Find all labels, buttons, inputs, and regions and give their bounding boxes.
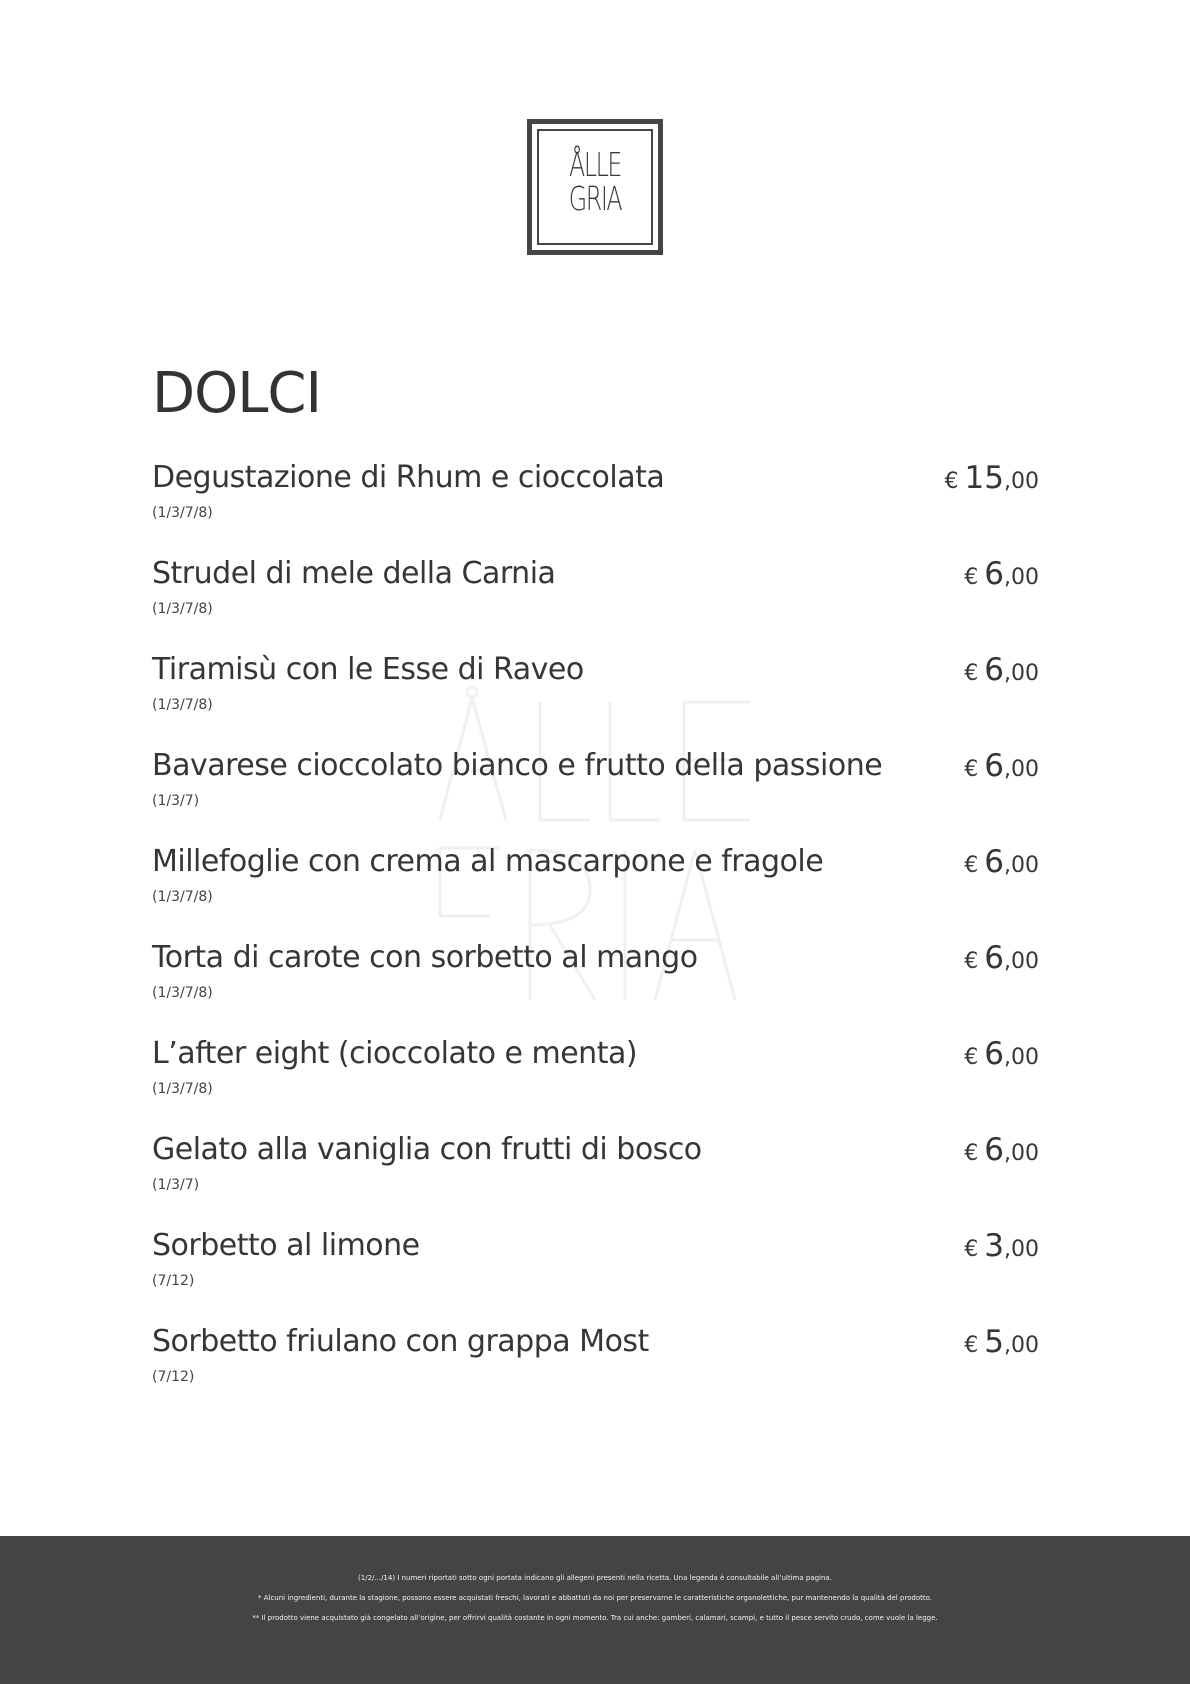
price-integer: 6 <box>984 556 1004 592</box>
menu-item-allergens: (1/3/7/8) <box>152 889 213 905</box>
menu-item-allergens: (1/3/7/8) <box>152 601 213 617</box>
logo-text-line1: ÅLLE <box>569 145 621 184</box>
footer-allergen-note: (1/2/.../14) I numeri riportati sotto ogni portata indicano gli allegeni presenti nella ricetta. Una legenda è consultabile all’ultima pagina. <box>358 1574 832 1582</box>
price-integer: 3 <box>984 1228 1004 1264</box>
menu-item <box>152 1034 1039 1130</box>
menu-item-name: Millefoglie con crema al mascarpone e fragole <box>152 844 824 879</box>
price-decimals: ,00 <box>1004 757 1039 782</box>
price-integer: 15 <box>964 460 1004 496</box>
menu-item-name: Tiramisù con le Esse di Raveo <box>152 652 584 687</box>
footer-fresh-note: * Alcuni ingredienti, durante la stagione, possono essere acquistati freschi, lavorati e abbattuti da noi per preservarne le caratteristiche organolettiche, pur mantenendo la qualità del prodotto. <box>257 1594 932 1602</box>
menu-item-name: Sorbetto al limone <box>152 1228 420 1263</box>
menu-item-price <box>964 938 1039 983</box>
price-decimals: ,00 <box>1004 949 1039 974</box>
price-decimals: ,00 <box>1004 565 1039 590</box>
price-currency: € <box>964 1237 979 1262</box>
price-decimals: ,00 <box>1004 1237 1039 1262</box>
price-currency: € <box>964 949 979 974</box>
price-currency: € <box>944 469 959 494</box>
price-decimals: ,00 <box>1004 661 1039 686</box>
menu-item-name: Degustazione di Rhum e cioccolata <box>152 460 665 495</box>
brand-logo <box>527 119 663 255</box>
price-integer: 6 <box>984 940 1004 976</box>
price-decimals: ,00 <box>1004 1045 1039 1070</box>
menu-item <box>152 1322 1039 1418</box>
menu-item <box>152 1130 1039 1226</box>
price-decimals: ,00 <box>1004 1333 1039 1358</box>
menu-item-price <box>964 1130 1039 1175</box>
price-currency: € <box>964 1333 979 1358</box>
menu-item-allergens: (7/12) <box>152 1273 195 1289</box>
menu-item-price <box>964 650 1039 695</box>
menu-item-price <box>964 554 1039 599</box>
price-currency: € <box>964 853 979 878</box>
menu-item <box>152 650 1039 746</box>
price-decimals: ,00 <box>1004 853 1039 878</box>
price-integer: 6 <box>984 1132 1004 1168</box>
menu-item-price <box>945 458 1039 503</box>
menu-item <box>152 554 1039 650</box>
price-currency: € <box>964 757 979 782</box>
menu-item <box>152 458 1039 554</box>
price-integer: 5 <box>984 1324 1004 1360</box>
menu-item-name: L’after eight (cioccolato e menta) <box>152 1036 638 1071</box>
price-currency: € <box>964 565 979 590</box>
price-integer: 6 <box>984 844 1004 880</box>
menu-item-allergens: (1/3/7/8) <box>152 1081 213 1097</box>
menu-item-price <box>964 1226 1039 1271</box>
menu-item-price <box>964 1322 1039 1367</box>
dessert-menu-list <box>152 458 1039 1418</box>
footer-notes <box>0 1536 1190 1684</box>
price-integer: 6 <box>984 652 1004 688</box>
price-decimals: ,00 <box>1004 1141 1039 1166</box>
logo-text-line2: GRIA <box>568 179 622 218</box>
menu-item <box>152 938 1039 1034</box>
footer-frozen-note: ** Il prodotto viene acquistato già congelato all’origine, per offrirvi qualità costante in ogni momento. Tra cui anche: gamberi, calamari, scampi, e tutto il pesce servito crudo, come vuole la legge. <box>252 1614 938 1622</box>
price-integer: 6 <box>984 1036 1004 1072</box>
menu-item-name: Gelato alla vaniglia con frutti di bosco <box>152 1132 702 1167</box>
menu-item <box>152 842 1039 938</box>
menu-item-price <box>964 746 1039 791</box>
price-currency: € <box>964 1045 979 1070</box>
menu-item <box>152 746 1039 842</box>
menu-item-name: Strudel di mele della Carnia <box>152 556 556 591</box>
menu-item-allergens: (1/3/7/8) <box>152 505 213 521</box>
menu-item-allergens: (1/3/7) <box>152 1177 200 1193</box>
menu-item-price <box>964 842 1039 887</box>
menu-item-allergens: (1/3/7/8) <box>152 985 213 1001</box>
menu-item-allergens: (7/12) <box>152 1369 195 1385</box>
price-decimals: ,00 <box>1004 469 1039 494</box>
menu-item-allergens: (1/3/7/8) <box>152 697 213 713</box>
menu-item-price <box>964 1034 1039 1079</box>
menu-item <box>152 1226 1039 1322</box>
menu-item-name: Torta di carote con sorbetto al mango <box>152 940 698 975</box>
price-currency: € <box>964 1141 979 1166</box>
price-currency: € <box>964 661 979 686</box>
menu-item-name: Bavarese cioccolato bianco e frutto della passione <box>152 748 883 783</box>
section-title: DOLCI <box>152 361 322 426</box>
price-integer: 6 <box>984 748 1004 784</box>
menu-item-name: Sorbetto friulano con grappa Most <box>152 1324 649 1359</box>
menu-item-allergens: (1/3/7) <box>152 793 200 809</box>
